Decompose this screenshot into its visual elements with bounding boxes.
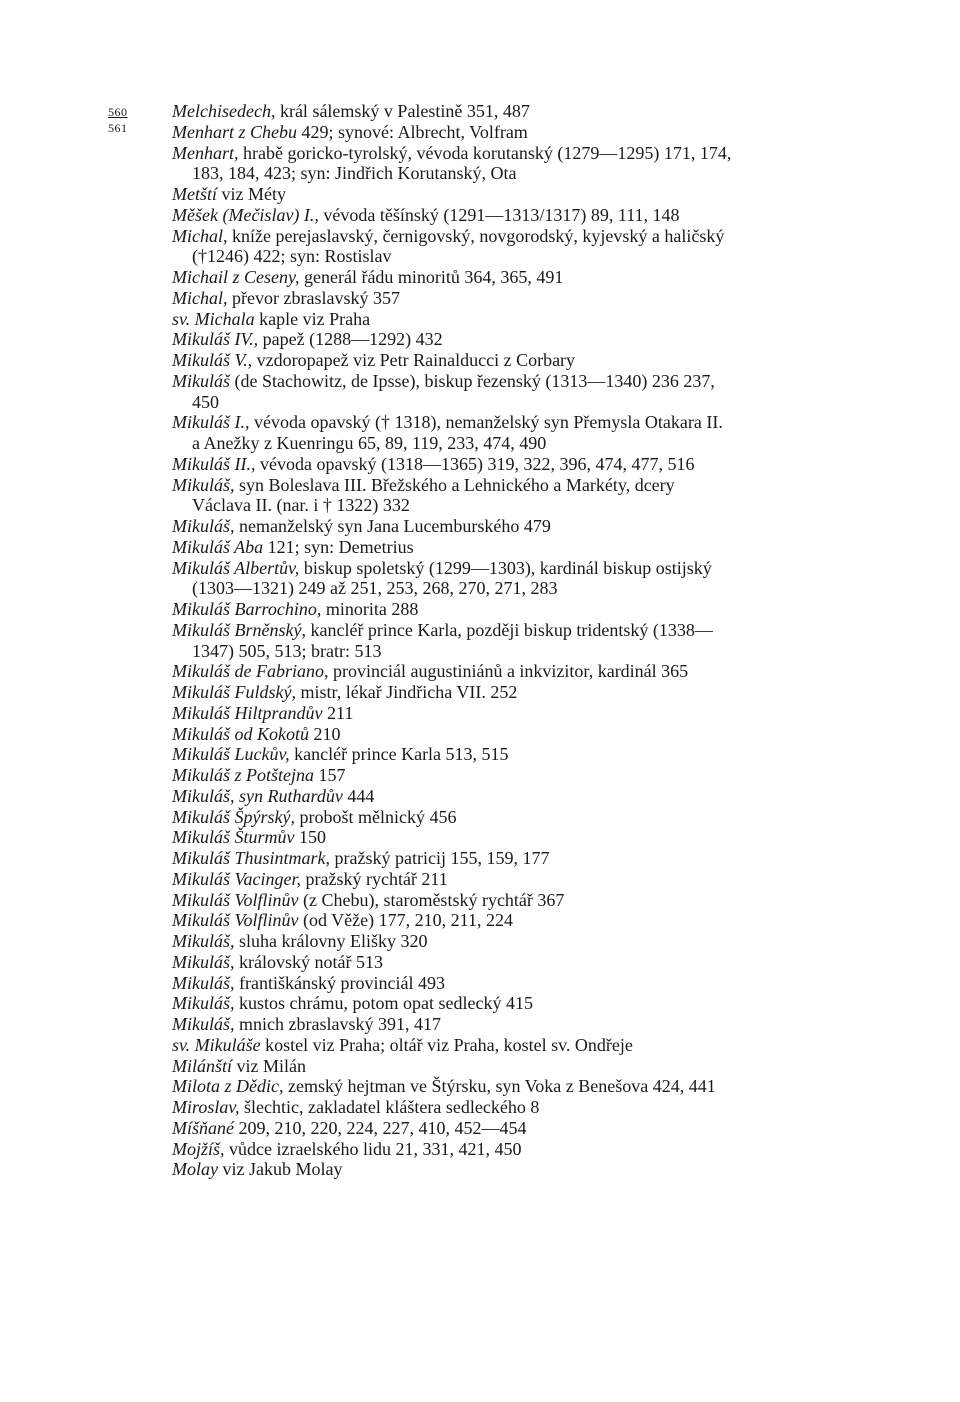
entry-name: Mikuláš II., (172, 453, 256, 474)
index-entry (172, 807, 732, 828)
entry-name: Mikuláš Fuldský, (172, 682, 296, 702)
entry-details: královský notář 513 (234, 951, 383, 972)
entry-name: Mikuláš Albertův, (172, 557, 300, 578)
entry-name: Mikuláš Aba (172, 536, 264, 557)
entry-name: Mikuláš, (172, 993, 235, 1014)
entry-details: král sálemský v Palestině 351, 487 (275, 101, 530, 121)
entry-details: 210 (309, 723, 341, 744)
index-entry (172, 724, 732, 745)
index-entry (172, 1056, 732, 1077)
index-entry (172, 1014, 732, 1035)
entry-name: Mikuláš od Kokotů (172, 723, 309, 744)
index-entry (172, 931, 732, 952)
entry-name: Mikuláš, (172, 474, 235, 495)
entry-name: Michal, (172, 287, 228, 308)
entry-details: vzdoropapež viz Petr Rainalducci z Corbary (252, 350, 576, 370)
entry-name: Mikuláš Hiltprandův (172, 702, 323, 723)
page-number-left: 560 (108, 105, 128, 119)
entry-details: 444 (342, 785, 375, 806)
entry-name: Milota z Dědic, (172, 1076, 284, 1097)
entry-details: viz Milán (232, 1055, 307, 1076)
entry-details: (de Stachowitz, de Ipsse), biskup řezenský (1313—1340) 236 237, 450 (192, 370, 715, 412)
entry-name: sv. Michala (172, 308, 255, 329)
entry-name: Mikuláš Šturmův (172, 827, 295, 848)
index-entry (172, 205, 732, 226)
entry-details: papež (1288—1292) 432 (258, 329, 443, 350)
index-entry (172, 558, 732, 600)
entry-name: Mikuláš Brněnský, (172, 619, 306, 640)
entry-details: (z Chebu), staroměstský rychtář 367 (298, 889, 565, 910)
index-entry (172, 993, 732, 1014)
entry-name: Mikuláš Volflinův (172, 889, 299, 910)
entry-name: Mikuláš Špýrský, (172, 806, 295, 827)
index-entry (172, 329, 732, 350)
index-entry (172, 371, 732, 413)
entry-details: kníže perejaslavský, černigovský, novgorodský, kyjevský a haličský (†1246) 422; syn: Rostislav (192, 225, 725, 267)
index-entry (172, 1118, 732, 1139)
entry-name: Mikuláš, (172, 972, 235, 993)
index-entry (172, 848, 732, 869)
index-entry (172, 309, 732, 330)
index-entry (172, 101, 732, 122)
index-entry (172, 973, 732, 994)
entry-details: (od Věže) 177, 210, 211, 224 (298, 910, 513, 931)
entry-details: minorita 288 (321, 599, 419, 619)
index-entry (172, 1035, 732, 1056)
entry-name: Mikuláš IV., (172, 329, 259, 350)
entry-name: Menhart, (172, 142, 239, 163)
entry-name: Mikuláš (172, 370, 230, 391)
entry-details: vůdce izraelského lidu 21, 331, 421, 450 (224, 1138, 522, 1159)
entry-details: kostel viz Praha; oltář viz Praha, kostel sv. Ondřeje (260, 1034, 633, 1055)
entry-details: vévoda opavský († 1318), nemanželský syn Přemysla Otakara II. a Anežky z Kuenringu 65, 89, 119, 233, 474, 490 (192, 412, 723, 453)
entry-details: kancléř prince Karla, později biskup tridentský (1338—1347) 505, 513; bratr: 513 (192, 619, 713, 661)
index-entry (172, 537, 732, 558)
entry-details: františkánský provinciál 493 (234, 972, 445, 993)
entry-name: Mikuláš Volflinův (172, 910, 299, 931)
index-entry (172, 1139, 732, 1160)
entry-name: Molay (172, 1159, 218, 1180)
entry-details: mistr, lékař Jindřicha VII. 252 (295, 682, 518, 702)
entry-details: kaple viz Praha (254, 308, 371, 329)
entry-details: biskup spoletský (1299—1303), kardinál biskup ostijský (1303—1321) 249 až 251, 253, 268, 270, 271, 283 (192, 557, 712, 599)
entry-name: Milánští (172, 1055, 233, 1076)
index-entry (172, 682, 732, 703)
index-entry (172, 184, 732, 205)
entry-name: sv. Mikuláše (172, 1034, 261, 1055)
index-entry (172, 122, 732, 143)
entry-name: Mikuláš V., (172, 350, 253, 370)
entry-details: 121; syn: Demetrius (263, 536, 414, 557)
entry-name: Měšek (Mečislav) I., (172, 204, 319, 225)
entry-details: šlechtic, zakladatel kláštera sedleckého 8 (239, 1097, 540, 1117)
entry-name: Mikuláš, (172, 931, 235, 951)
index-entry (172, 890, 732, 911)
entry-name: Mikuláš Luckův, (172, 744, 290, 765)
index-entry (172, 765, 732, 786)
entry-details: převor zbraslavský 357 (227, 287, 400, 308)
entry-details: probošt mělnický 456 (294, 806, 457, 827)
entry-details: kancléř prince Karla 513, 515 (289, 744, 509, 765)
index-entry (172, 1097, 732, 1118)
entry-name: Mikuláš Thusintmark, (172, 848, 331, 868)
entry-details: pražský rychtář 211 (300, 868, 448, 889)
index-entry (172, 267, 732, 288)
index-entry (172, 350, 732, 371)
index-entry (172, 143, 732, 185)
entry-name: Mikuláš z Potštejna (172, 765, 314, 785)
index-entry (172, 910, 732, 931)
entry-name: Míšňané (172, 1117, 234, 1138)
entry-details: provinciál augustiniánů a inkvizitor, kardinál 365 (328, 661, 689, 682)
entry-name: Mikuláš, syn Ruthardův (172, 785, 343, 806)
entry-name: Mojžíš, (172, 1138, 225, 1159)
index-entry (172, 475, 732, 517)
index-entry (172, 412, 732, 454)
entry-details: viz Jakub Molay (217, 1159, 343, 1180)
entry-details: nemanželský syn Jana Lucemburského 479 (234, 516, 551, 536)
entry-details: 150 (294, 827, 326, 848)
index-entry (172, 599, 732, 620)
entry-details: 211 (322, 702, 354, 723)
index-entry (172, 1076, 732, 1097)
entry-details: sluha královny Elišky 320 (234, 931, 428, 951)
index-entries (172, 101, 732, 1180)
index-entry (172, 288, 732, 309)
entry-details: hrabě goricko-tyrolský, vévoda korutanský (1279—1295) 171, 174, 183, 184, 423; syn: Jindřich Korutanský, Ota (192, 142, 732, 184)
entry-name: Menhart z Chebu (172, 121, 297, 142)
entry-name: Mikuláš de Fabriano, (172, 661, 329, 682)
entry-details: mnich zbraslavský 391, 417 (234, 1014, 441, 1034)
entry-details: syn Boleslava III. Břežského a Lehnického a Markéty, dcery Václava II. (nar. i † 1322) 332 (192, 474, 675, 516)
index-entry (172, 516, 732, 537)
entry-details: 209, 210, 220, 224, 227, 410, 452—454 (234, 1117, 527, 1138)
index-entry (172, 869, 732, 890)
page-numbers (108, 104, 128, 136)
entry-details: vévoda opavský (1318—1365) 319, 322, 396, 474, 477, 516 (255, 453, 695, 474)
entry-details: viz Méty (217, 184, 286, 204)
page-number-right: 561 (108, 121, 128, 135)
entry-name: Mikuláš Vacinger, (172, 868, 301, 889)
entry-details: vévoda těšínský (1291—1313/1317) 89, 111, 148 (318, 204, 680, 225)
entry-name: Mikuláš, (172, 1014, 235, 1034)
index-entry (172, 1159, 732, 1180)
entry-details: pražský patricij 155, 159, 177 (330, 848, 550, 868)
entry-name: Melchisedech, (172, 101, 276, 121)
index-entry (172, 226, 732, 268)
entry-name: Miroslav, (172, 1097, 240, 1117)
entry-name: Mikuláš, (172, 951, 235, 972)
index-entry (172, 620, 732, 662)
entry-details: kustos chrámu, potom opat sedlecký 415 (234, 993, 533, 1014)
entry-name: Mikuláš Barrochino, (172, 599, 322, 619)
index-entry (172, 454, 732, 475)
entry-name: Michal, (172, 225, 228, 246)
index-entry (172, 786, 732, 807)
entry-details: zemský hejtman ve Štýrsku, syn Voka z Benešova 424, 441 (283, 1076, 716, 1097)
entry-name: Mikuláš I., (172, 412, 250, 433)
entry-details: 157 (314, 765, 346, 785)
entry-name: Michail z Ceseny, (172, 267, 300, 287)
entry-details: 429; synové: Albrecht, Volfram (297, 121, 528, 142)
entry-details: generál řádu minoritů 364, 365, 491 (299, 267, 564, 287)
index-entry (172, 661, 732, 682)
index-entry (172, 744, 732, 765)
entry-name: Metští (172, 184, 217, 204)
index-entry (172, 703, 732, 724)
index-entry (172, 827, 732, 848)
index-entry (172, 952, 732, 973)
entry-name: Mikuláš, (172, 516, 235, 536)
